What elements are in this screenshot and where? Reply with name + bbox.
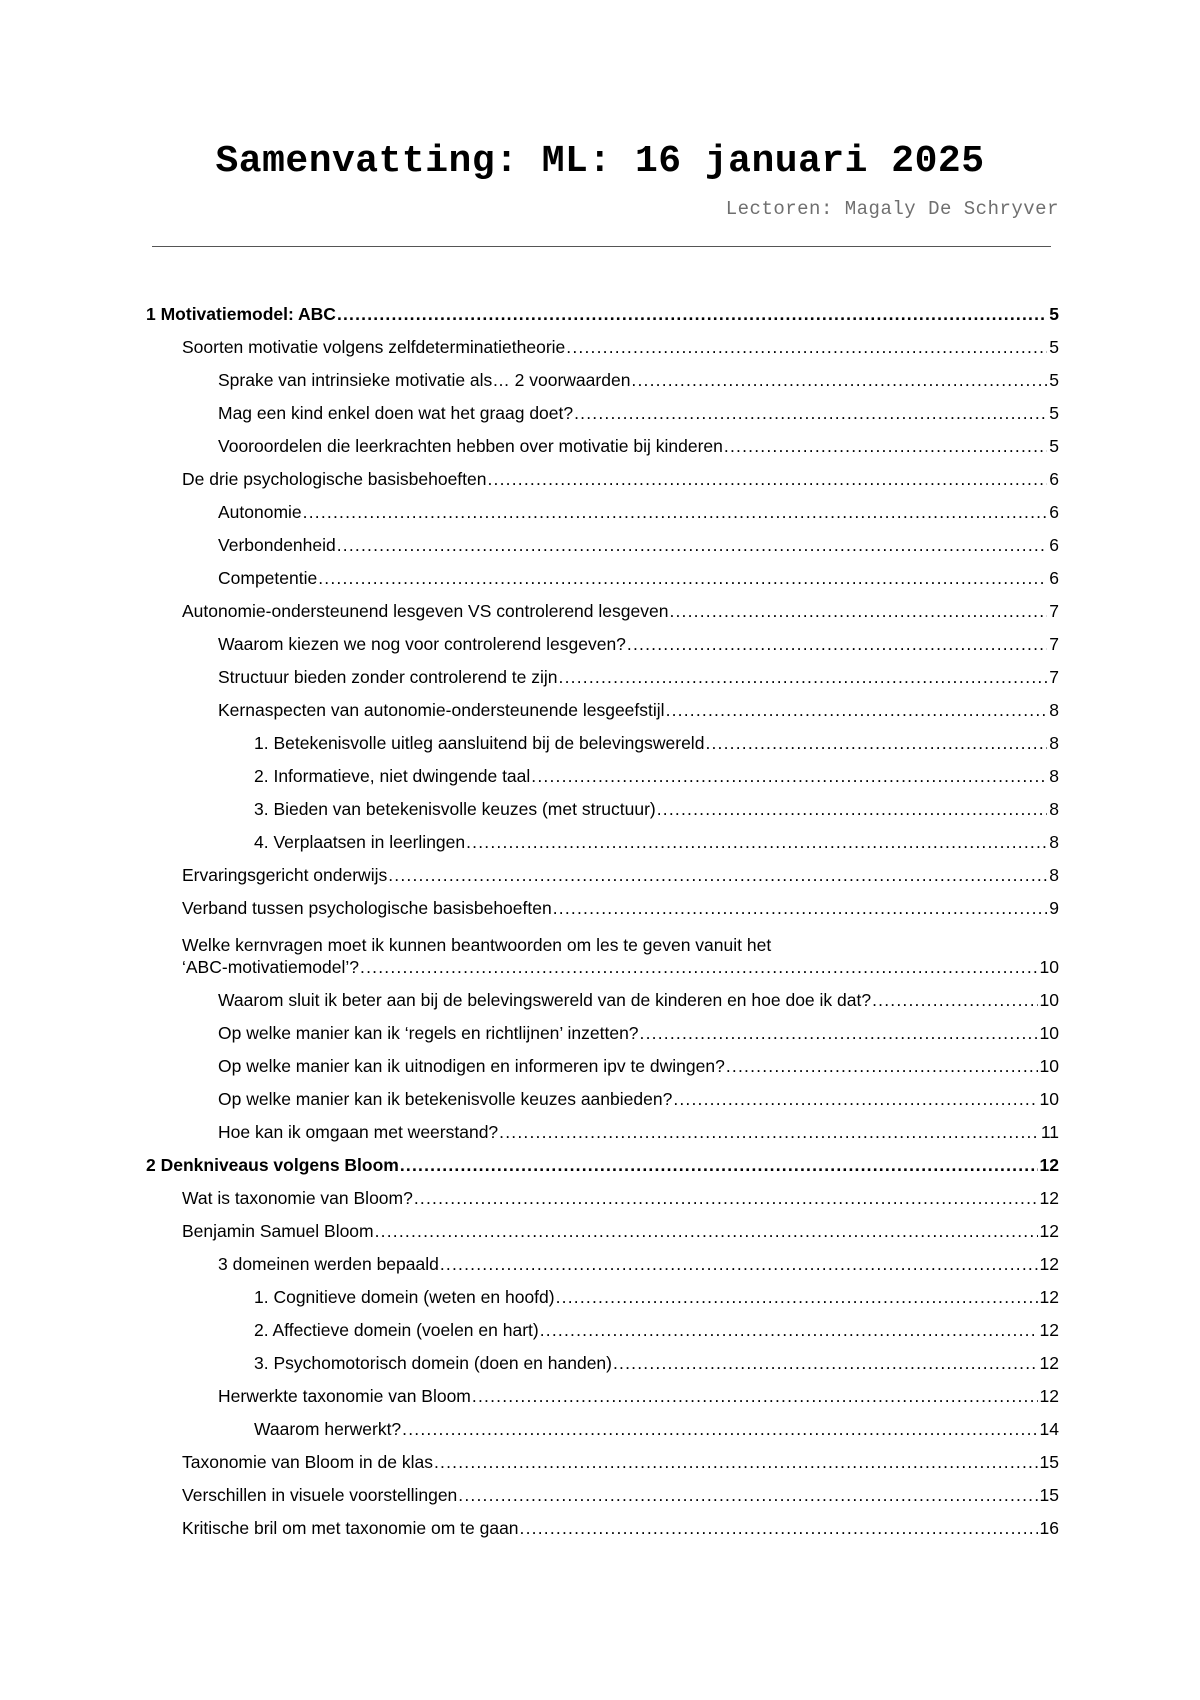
toc-entry[interactable] xyxy=(0,1176,1200,1209)
dot-leader xyxy=(531,765,1047,787)
dot-leader xyxy=(627,633,1047,655)
toc-entry[interactable] xyxy=(0,1275,1200,1308)
toc-page-number: 8 xyxy=(1049,700,1059,720)
toc-entry-label: Vooroordelen die leerkrachten hebben over motivatie bij kinderen xyxy=(218,436,723,456)
toc-entry[interactable] xyxy=(0,622,1200,655)
toc-entry-label: Kernaspecten van autonomie-ondersteunende lesgeefstijl xyxy=(218,700,665,720)
toc-page-number: 7 xyxy=(1049,667,1059,687)
toc-page-number: 10 xyxy=(1039,1089,1059,1109)
toc-entry[interactable] xyxy=(0,1242,1200,1275)
toc-entry-label: 1. Betekenisvolle uitleg aansluitend bij de belevingswereld xyxy=(254,733,705,753)
toc-entry-label: Structuur bieden zonder controlerend te zijn xyxy=(218,667,558,687)
toc-entry[interactable] xyxy=(0,556,1200,589)
toc-entry[interactable] xyxy=(0,919,1200,978)
toc-entry-label: Waarom sluit ik beter aan bij de belevingswereld van de kinderen en hoe doe ik dat? xyxy=(218,990,872,1010)
toc-page-number: 10 xyxy=(1039,990,1059,1010)
toc-page-number: 11 xyxy=(1040,1122,1059,1142)
toc-page-number: 6 xyxy=(1049,502,1059,522)
toc-entry[interactable] xyxy=(0,886,1200,919)
toc-entry[interactable] xyxy=(0,457,1200,490)
dot-leader xyxy=(440,1253,1038,1275)
toc-entry[interactable] xyxy=(0,820,1200,853)
toc-entry-label: 3. Bieden van betekenisvolle keuzes (met structuur) xyxy=(254,799,656,819)
toc-page-number: 5 xyxy=(1049,304,1059,324)
toc-entry[interactable] xyxy=(0,1077,1200,1110)
toc-entry[interactable] xyxy=(0,424,1200,457)
dot-leader xyxy=(318,567,1046,589)
dot-leader xyxy=(472,1385,1038,1407)
toc-page-number: 10 xyxy=(1039,957,1059,977)
toc-entry-label: De drie psychologische basisbehoeften xyxy=(182,469,487,489)
toc-entry[interactable] xyxy=(0,721,1200,754)
toc-entry[interactable] xyxy=(0,1473,1200,1506)
toc-entry[interactable] xyxy=(0,787,1200,820)
toc-entry[interactable] xyxy=(0,391,1200,424)
toc-entry-label: Verschillen in visuele voorstellingen xyxy=(182,1485,458,1505)
toc-entry-label-continued: ‘ABC-motivatiemodel’? xyxy=(182,957,360,977)
dot-leader xyxy=(402,1418,1037,1440)
toc-entry-label: 3 domeinen werden bepaald xyxy=(218,1254,439,1274)
toc-page-number: 7 xyxy=(1049,601,1059,621)
toc-page-number: 8 xyxy=(1049,766,1059,786)
toc-page-number: 9 xyxy=(1049,898,1059,918)
toc-entry-label: Ervaringsgericht onderwijs xyxy=(182,865,388,885)
toc-entry[interactable] xyxy=(0,1308,1200,1341)
dot-leader xyxy=(872,989,1037,1011)
dot-leader xyxy=(337,303,1047,325)
toc-page-number: 16 xyxy=(1039,1518,1059,1538)
toc-page-number: 15 xyxy=(1039,1452,1059,1472)
toc-entry[interactable] xyxy=(0,358,1200,391)
toc-entry-label: Verband tussen psychologische basisbehoeften xyxy=(182,898,552,918)
dot-leader xyxy=(466,831,1047,853)
document-title: Samenvatting: ML: 16 januari 2025 xyxy=(215,140,985,183)
dot-leader xyxy=(388,864,1047,886)
toc-page-number: 12 xyxy=(1039,1287,1059,1307)
toc-entry[interactable] xyxy=(0,688,1200,721)
dot-leader xyxy=(566,336,1047,358)
dot-leader xyxy=(540,1319,1038,1341)
toc-entry[interactable] xyxy=(0,1110,1200,1143)
toc-page-number: 5 xyxy=(1049,436,1059,456)
dot-leader xyxy=(657,798,1048,820)
dot-leader xyxy=(726,1055,1038,1077)
toc-entry-label: Welke kernvragen moet ik kunnen beantwoorden om les te geven vanuit het xyxy=(182,935,772,955)
toc-entry-label: Op welke manier kan ik betekenisvolle keuzes aanbieden? xyxy=(218,1089,673,1109)
toc-entry-label: 3. Psychomotorisch domein (doen en handen) xyxy=(254,1353,612,1373)
toc-page-number: 12 xyxy=(1039,1353,1059,1373)
toc-entry-label: Op welke manier kan ik uitnodigen en informeren ipv te dwingen? xyxy=(218,1056,725,1076)
toc-page-number: 12 xyxy=(1039,1386,1059,1406)
toc-page-number: 6 xyxy=(1049,535,1059,555)
dot-leader xyxy=(559,666,1048,688)
toc-entry-label: Sprake van intrinsieke motivatie als… 2 voorwaarden xyxy=(218,370,631,390)
toc-entry-label: Kritische bril om met taxonomie om te gaan xyxy=(182,1518,519,1538)
toc-page-number: 8 xyxy=(1049,733,1059,753)
toc-entry-label: 2. Informatieve, niet dwingende taal xyxy=(254,766,531,786)
toc-page-number: 7 xyxy=(1049,634,1059,654)
toc-page-number: 14 xyxy=(1039,1419,1059,1439)
toc-page-number: 12 xyxy=(1039,1254,1059,1274)
dot-leader xyxy=(434,1451,1038,1473)
dot-leader xyxy=(553,897,1048,919)
dot-leader xyxy=(520,1517,1038,1539)
toc-entry-label: Verbondenheid xyxy=(218,535,336,555)
toc-entry[interactable] xyxy=(0,1506,1200,1539)
toc-entry-label: 2 Denkniveaus volgens Bloom xyxy=(146,1155,399,1175)
toc-entry-label: 1 Motivatiemodel: ABC xyxy=(146,304,336,324)
toc-entry[interactable] xyxy=(0,325,1200,358)
toc-entry[interactable] xyxy=(0,978,1200,1011)
toc-entry-label: Herwerkte taxonomie van Bloom xyxy=(218,1386,471,1406)
toc-page-number: 8 xyxy=(1049,832,1059,852)
toc-entry[interactable] xyxy=(0,523,1200,556)
toc-entry-label: 2. Affectieve domein (voelen en hart) xyxy=(254,1320,539,1340)
dot-leader xyxy=(613,1352,1038,1374)
dot-leader xyxy=(499,1121,1039,1143)
toc-entry-label: Autonomie-ondersteunend lesgeven VS controlerend lesgeven xyxy=(182,601,669,621)
toc-entry[interactable] xyxy=(0,1341,1200,1374)
document-subtitle: Lectoren: Magaly De Schryver xyxy=(725,198,1059,220)
toc-entry-label: 4. Verplaatsen in leerlingen xyxy=(254,832,466,852)
title-divider xyxy=(152,246,1051,247)
toc-entry-label: Taxonomie van Bloom in de klas xyxy=(182,1452,433,1472)
toc-page-number: 6 xyxy=(1049,469,1059,489)
toc-entry-label: Soorten motivatie volgens zelfdeterminatietheorie xyxy=(182,337,566,357)
toc-entry[interactable] xyxy=(0,754,1200,787)
dot-leader xyxy=(458,1484,1037,1506)
toc-entry[interactable] xyxy=(0,1143,1200,1176)
dot-leader xyxy=(631,369,1047,391)
dot-leader xyxy=(724,435,1047,457)
toc-entry-label: Hoe kan ik omgaan met weerstand? xyxy=(218,1122,499,1142)
toc-entry-label: Wat is taxonomie van Bloom? xyxy=(182,1188,413,1208)
toc-entry-label: Mag een kind enkel doen wat het graag doet? xyxy=(218,403,574,423)
toc-entry[interactable] xyxy=(0,1374,1200,1407)
toc-entry-label: Autonomie xyxy=(218,502,302,522)
dot-leader xyxy=(640,1022,1038,1044)
toc-entry-label: Benjamin Samuel Bloom xyxy=(182,1221,374,1241)
dot-leader xyxy=(337,534,1047,556)
dot-leader xyxy=(666,699,1048,721)
dot-leader xyxy=(556,1286,1038,1308)
toc-entry[interactable] xyxy=(0,853,1200,886)
toc-entry[interactable] xyxy=(0,1440,1200,1473)
toc-page-number: 5 xyxy=(1049,403,1059,423)
toc-entry-label: Waarom kiezen we nog voor controlerend lesgeven? xyxy=(218,634,626,654)
dot-leader xyxy=(488,468,1048,490)
dot-leader xyxy=(705,732,1047,754)
toc-entry[interactable] xyxy=(0,655,1200,688)
toc-page-number: 5 xyxy=(1049,370,1059,390)
toc-page-number: 15 xyxy=(1039,1485,1059,1505)
toc-entry-label: Waarom herwerkt? xyxy=(254,1419,402,1439)
table-of-contents xyxy=(0,292,1200,1539)
toc-entry[interactable] xyxy=(0,1209,1200,1242)
toc-page-number: 12 xyxy=(1039,1320,1059,1340)
toc-entry-label: 1. Cognitieve domein (weten en hoofd) xyxy=(254,1287,555,1307)
dot-leader xyxy=(414,1187,1038,1209)
toc-page-number: 6 xyxy=(1049,568,1059,588)
toc-page-number: 12 xyxy=(1039,1221,1059,1241)
dot-leader xyxy=(375,1220,1038,1242)
dot-leader xyxy=(574,402,1047,424)
toc-entry[interactable] xyxy=(0,292,1200,325)
dot-leader xyxy=(360,956,1038,978)
toc-entry[interactable] xyxy=(0,490,1200,523)
toc-entry[interactable] xyxy=(0,589,1200,622)
dot-leader xyxy=(303,501,1047,523)
dot-leader xyxy=(400,1154,1038,1176)
toc-entry-label: Op welke manier kan ik ‘regels en richtlijnen’ inzetten? xyxy=(218,1023,639,1043)
toc-page-number: 8 xyxy=(1049,799,1059,819)
toc-page-number: 5 xyxy=(1049,337,1059,357)
toc-entry[interactable] xyxy=(0,1044,1200,1077)
toc-page-number: 12 xyxy=(1039,1188,1059,1208)
dot-leader xyxy=(669,600,1047,622)
toc-entry[interactable] xyxy=(0,1407,1200,1440)
toc-entry-label: Competentie xyxy=(218,568,318,588)
dot-leader xyxy=(673,1088,1037,1110)
toc-page-number: 10 xyxy=(1039,1056,1059,1076)
toc-page-number: 12 xyxy=(1039,1155,1059,1175)
toc-entry[interactable] xyxy=(0,1011,1200,1044)
toc-page-number: 8 xyxy=(1049,865,1059,885)
toc-page-number: 10 xyxy=(1039,1023,1059,1043)
